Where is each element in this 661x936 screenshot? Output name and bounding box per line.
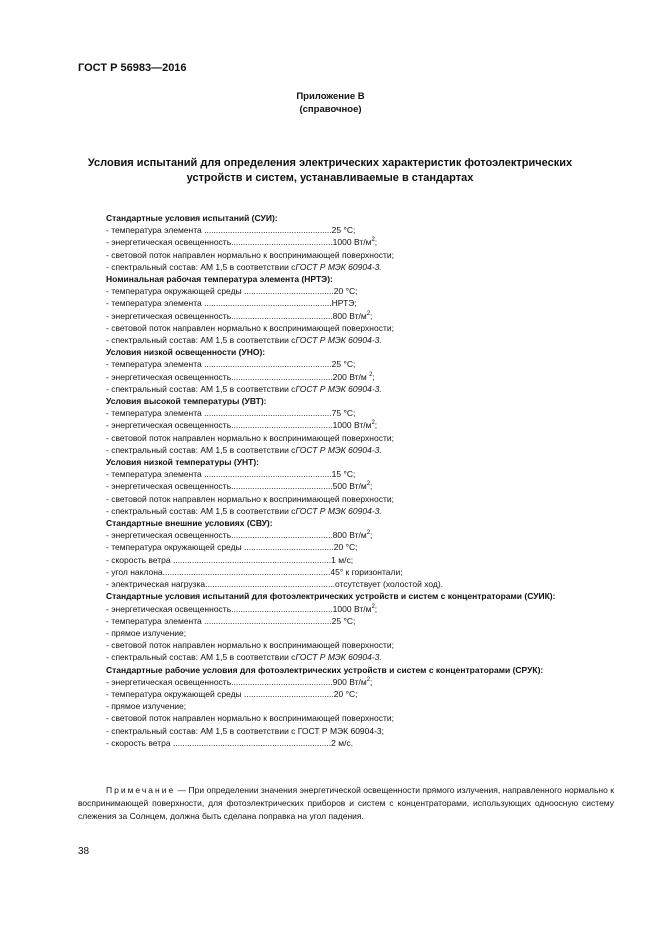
condition-value: 200 Вт/м <box>332 371 370 382</box>
condition-item <box>78 432 614 444</box>
condition-label: - угол наклона....................................................................... <box>106 566 331 577</box>
condition-value: 25 °С; <box>331 359 356 370</box>
condition-value: 2 м/с. <box>331 737 354 748</box>
section-heading: Условия низкой температуры (УНТ): <box>106 457 259 468</box>
condition-item <box>78 651 614 663</box>
condition-label: - энергетическая освещенность........................................... <box>106 310 333 321</box>
condition-label: - температура элемента ...................................................... <box>106 359 332 370</box>
condition-label: - энергетическая освещенность........................................... <box>106 530 333 541</box>
condition-item <box>78 407 614 419</box>
value-suffix: ; <box>370 310 373 321</box>
condition-value: 800 Вт/м <box>332 310 367 321</box>
condition-label: - скорость ветра ................................................................... <box>106 737 332 748</box>
condition-value: ГОСТ Р МЭК 60904-3. <box>295 335 382 346</box>
condition-label: - температура элемента ...................................................... <box>106 408 332 419</box>
appendix-subtitle: (справочное) <box>299 104 362 115</box>
value-suffix: ; <box>374 420 378 431</box>
unit-exponent: 2 <box>369 371 373 378</box>
condition-value: 800 Вт/м <box>332 530 367 541</box>
condition-item <box>78 688 614 700</box>
condition-label: - энергетическая освещенность........................................... <box>106 420 333 431</box>
note-paragraph <box>78 784 614 823</box>
condition-item <box>78 627 614 639</box>
condition-item <box>78 700 614 712</box>
page-number: 38 <box>78 846 90 857</box>
condition-item <box>78 566 614 578</box>
title-line: Условия испытаний для определения электрических характеристик фотоэлектрических <box>87 157 573 169</box>
condition-item <box>78 419 614 431</box>
section-heading: Стандартные условия испытаний для фотоэлектрических устройств и систем с концентраторами (СУИК): <box>106 591 556 602</box>
condition-item <box>78 676 614 688</box>
condition-label: - световой поток направлен нормально к воспринимающей поверхности; <box>106 640 394 651</box>
condition-item <box>78 285 614 297</box>
condition-item <box>78 712 614 724</box>
condition-value: 20 °С; <box>333 542 358 553</box>
condition-label: - спектральный состав: АМ 1,5 в соответствии с <box>106 383 296 394</box>
condition-item <box>78 261 614 273</box>
condition-label: - температура элемента ...................................................... <box>106 225 332 236</box>
condition-label: - спектральный состав: АМ 1,5 в соответствии с <box>106 652 296 663</box>
condition-value: ГОСТ Р МЭК 60904-3. <box>295 444 382 455</box>
document-header: ГОСТ Р 56983—2016 <box>78 62 187 74</box>
note-label: Примечание <box>106 785 176 795</box>
condition-label: - энергетическая освещенность........................................... <box>106 371 333 382</box>
condition-value: 1000 Вт/м <box>332 420 372 431</box>
value-suffix: ; <box>374 603 378 614</box>
condition-value: 1 м/с; <box>331 554 354 565</box>
condition-item <box>78 224 614 236</box>
condition-value: 20 °С; <box>333 688 358 699</box>
conditions-list <box>78 212 614 749</box>
condition-item <box>78 615 614 627</box>
condition-value: ГОСТ Р МЭК 60904-3. <box>295 505 382 516</box>
unit-exponent: 2 <box>366 676 371 683</box>
condition-label: - энергетическая освещенность........................................... <box>106 237 333 248</box>
condition-value: 25 °С; <box>331 615 356 626</box>
note-text: — При определении значения энергетической освещенности прямого излучения, направленного нормально к воспринимающей поверхности, для фотоэлектрических приборов и систем с концентраторами, использующих одноосную систему слежения за Солнцем, должна быть сделана поправка на угол падения. <box>78 785 614 821</box>
title-line: устройств и систем, устанавливаемые в стандартах <box>186 172 474 184</box>
condition-label: - световой поток направлен нормально к воспринимающей поверхности; <box>106 322 394 333</box>
condition-label: - скорость ветра ................................................................... <box>106 554 332 565</box>
value-suffix: ; <box>370 676 373 687</box>
value-suffix: ; <box>370 530 373 541</box>
section-heading: Стандартные условия испытаний (СУИ): <box>106 213 278 223</box>
condition-item <box>78 529 614 541</box>
value-suffix: ; <box>374 237 378 248</box>
condition-label: - температура окружающей среды ...................................... <box>106 688 334 699</box>
condition-value: 500 Вт/м <box>332 481 367 492</box>
condition-item <box>78 297 614 309</box>
condition-item <box>78 371 614 383</box>
condition-label: - спектральный состав: АМ 1,5 в соответствии с <box>106 444 296 455</box>
section-heading: Стандартные внешние условиях (СВУ): <box>106 518 273 529</box>
condition-label: - температура окружающей среды ...................................... <box>106 542 334 553</box>
condition-label: - спектральный состав: АМ 1,5 в соответствии с ГОСТ Р МЭК 60904-3; <box>106 725 385 736</box>
condition-label: - температура окружающей среды ...................................... <box>106 286 334 297</box>
condition-item <box>78 639 614 651</box>
condition-item <box>78 480 614 492</box>
condition-item <box>78 468 614 480</box>
section-heading: Стандартные рабочие условия для фотоэлектрических устройств и систем с концентраторами (СРУК): <box>106 664 544 675</box>
condition-label: - световой поток направлен нормально к воспринимающей поверхности; <box>106 432 394 443</box>
condition-value: 25 °С; <box>331 225 356 236</box>
condition-label: - температура элемента ...................................................... <box>106 469 332 480</box>
condition-label: - электрическая нагрузка....................................................... <box>106 579 336 590</box>
condition-item <box>78 334 614 346</box>
condition-value: ГОСТ Р МЭК 60904-3. <box>295 383 382 394</box>
condition-value: 15 °С; <box>331 469 356 480</box>
section-heading: Условия низкой освещенности (УНО): <box>106 347 266 358</box>
condition-item <box>78 310 614 322</box>
condition-item <box>78 383 614 395</box>
condition-label: - световой поток направлен нормально к воспринимающей поверхности; <box>106 249 394 260</box>
appendix-title: Приложение В <box>296 91 365 102</box>
condition-value: 75 °С; <box>331 408 356 419</box>
condition-value: 20 °С; <box>333 286 358 297</box>
condition-label: - световой поток направлен нормально к воспринимающей поверхности; <box>106 713 394 724</box>
condition-label: - энергетическая освещенность........................................... <box>106 676 333 687</box>
condition-value: 45° к горизонтали; <box>330 566 403 577</box>
condition-label: - энергетическая освещенность........................................... <box>106 603 333 614</box>
condition-value: ГОСТ Р МЭК 60904-3. <box>295 652 382 663</box>
unit-exponent: 2 <box>371 237 375 244</box>
unit-exponent: 2 <box>366 530 371 537</box>
value-suffix: ; <box>372 371 375 382</box>
condition-value: 1000 Вт/м <box>332 603 372 614</box>
section-heading: Условия высокой температуры (УВТ): <box>106 396 267 407</box>
condition-value: НРТЭ; <box>331 298 357 309</box>
condition-item <box>78 358 614 370</box>
condition-value: 1000 Вт/м <box>332 237 372 248</box>
condition-label: - температура элемента ...................................................... <box>106 298 332 309</box>
condition-item <box>78 541 614 553</box>
condition-label: - спектральный состав: АМ 1,5 в соответствии с <box>106 505 296 516</box>
value-suffix: ; <box>370 481 373 492</box>
condition-item <box>78 725 614 737</box>
unit-exponent: 2 <box>366 310 371 317</box>
condition-item <box>78 737 614 749</box>
condition-item <box>78 236 614 248</box>
unit-exponent: 2 <box>366 481 371 488</box>
condition-value: ГОСТ Р МЭК 60904-3. <box>295 261 382 272</box>
condition-label: - энергетическая освещенность........................................... <box>106 481 333 492</box>
condition-item <box>78 554 614 566</box>
section-heading: Номинальная рабочая температура элемента (НРТЭ): <box>106 274 333 285</box>
condition-item <box>78 249 614 261</box>
unit-exponent: 2 <box>371 420 375 427</box>
condition-item <box>78 603 614 615</box>
condition-label: - спектральный состав: АМ 1,5 в соответствии с <box>106 261 296 272</box>
unit-exponent: 2 <box>371 603 375 610</box>
condition-label: - световой поток направлен нормально к воспринимающей поверхности; <box>106 493 394 504</box>
condition-label: - температура элемента ...................................................... <box>106 615 332 626</box>
condition-value: 900 Вт/м <box>332 676 367 687</box>
condition-item <box>78 444 614 456</box>
condition-label: - прямое излучение; <box>106 701 187 712</box>
condition-item <box>78 322 614 334</box>
condition-value: отсутствует (холостой ход). <box>335 579 444 590</box>
condition-item <box>78 578 614 590</box>
condition-label: - прямое излучение; <box>106 627 187 638</box>
condition-label: - спектральный состав: АМ 1,5 в соответствии с <box>106 335 296 346</box>
condition-item <box>78 505 614 517</box>
condition-item <box>78 493 614 505</box>
page-title <box>80 156 580 186</box>
